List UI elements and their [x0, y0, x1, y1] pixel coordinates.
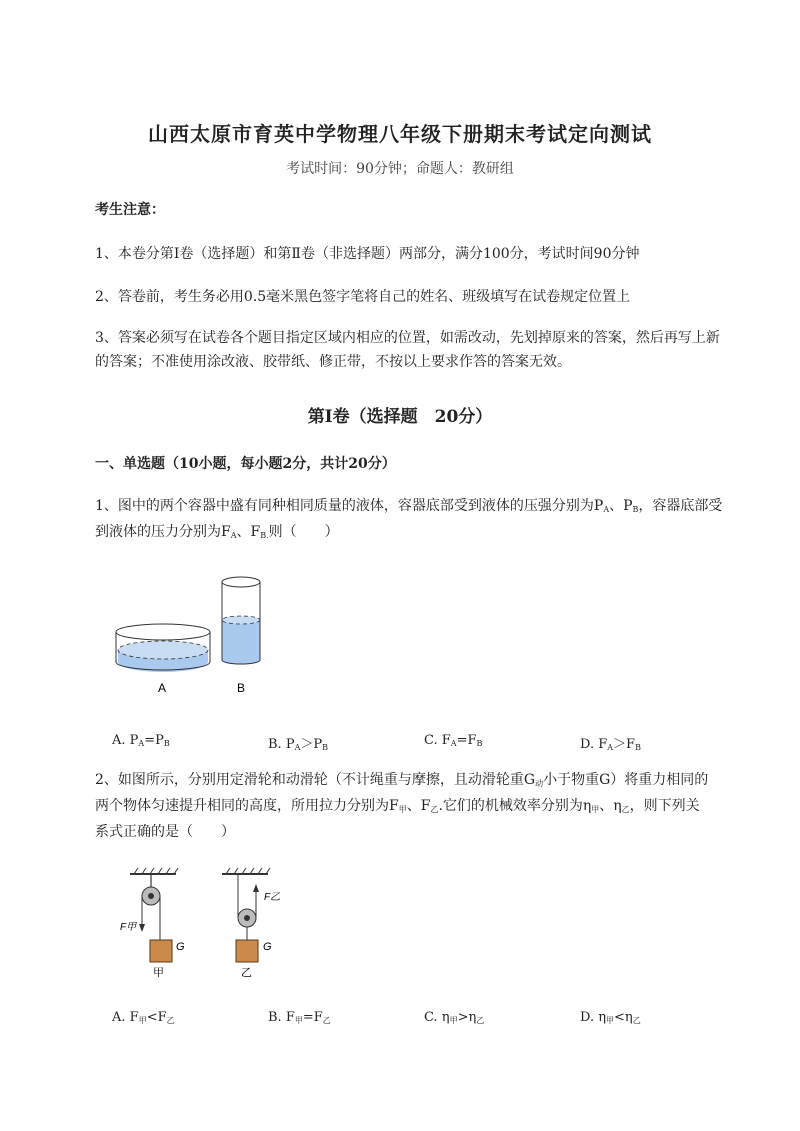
q2-stem-line3: 系式正确的是（ ） [95, 824, 235, 840]
notice-heading: 考生注意： [95, 202, 165, 218]
q2-stem-line2: 两个物体匀速提升相同的高度，所用拉力分别为$F_甲$、$F_乙$.它们的机械效率分别为$\eta_甲$、$\eta_乙$，则下列关 [95, 798, 700, 814]
q2-pulley-figure [110, 866, 310, 986]
q1-option-c[interactable]: C. $F_A=F_B$ [424, 733, 483, 748]
q2-option-b[interactable]: B. $F_甲=F_乙$ [268, 1010, 331, 1025]
q1-stem-line2: 到液体的压力分别为$F_A$、$F_{B.}$则（ ） [95, 524, 339, 540]
container-b-label: B [237, 681, 246, 695]
container-a [116, 624, 210, 672]
q2-option-c[interactable]: C. $\eta_甲>\eta_乙$ [424, 1010, 485, 1025]
q1-option-a[interactable]: A. $P_A=P_B$ [112, 733, 170, 748]
q1-containers-figure [110, 570, 280, 700]
fig-yi-label: 乙 [241, 967, 252, 979]
part-heading: 一、单选题（10小题，每小题2分，共计20分） [95, 456, 396, 472]
notice-item-3-cont: 的答案；不准使用涂改液、胶带纸、修正带，不按以上要求作答的答案无效。 [95, 354, 571, 370]
q1-option-d[interactable]: D. $F_A>F_B$ [580, 737, 641, 752]
q2-option-a[interactable]: A. $F_甲<F_乙$ [112, 1010, 175, 1025]
notice-item-2: 2、答卷前，考生务必用0.5毫米黑色签字笔将自己的姓名、班级填写在试卷规定位置上 [95, 289, 631, 305]
force-yi-label: F乙 [264, 892, 281, 903]
fixed-pulley-setup [130, 868, 178, 962]
section-heading: 第I卷（选择题 20分） [307, 407, 493, 427]
container-a-label: A [158, 681, 167, 695]
fig-jia-label: 甲 [153, 967, 164, 979]
q1-stem-line1: 1、图中的两个容器中盛有同种相同质量的液体，容器底部受到液体的压强分别为$P_A$、$P_B$，容器底部受 [95, 498, 723, 514]
notice-item-3: 3、答案必须写在试卷各个题目指定区域内相应的位置，如需改动，先划掉原来的答案，然后再写上新 [95, 330, 720, 346]
q2-stem-line1: 2、如图所示，分别用定滑轮和动滑轮（不计绳重与摩擦，且动滑轮重$G_动$小于物重G）将重力相同的 [95, 772, 709, 788]
weight-jia-label: G [176, 941, 185, 953]
notice-item-1: 1、本卷分第I卷（选择题）和第Ⅱ卷（非选择题）两部分，满分100分，考试时间90分钟 [95, 246, 640, 262]
q2-option-d[interactable]: D. $\eta_甲<\eta_乙$ [580, 1010, 641, 1025]
force-jia-label: F甲 [120, 922, 137, 933]
q1-option-b[interactable]: B. $P_A>P_B$ [268, 737, 328, 752]
container-b [222, 577, 260, 664]
page-subtitle: 考试时间：90分钟；命题人：教研组 [286, 161, 514, 177]
page-title: 山西太原市育英中学物理八年级下册期末考试定向测试 [148, 122, 652, 146]
weight-yi-label: G [263, 941, 272, 953]
